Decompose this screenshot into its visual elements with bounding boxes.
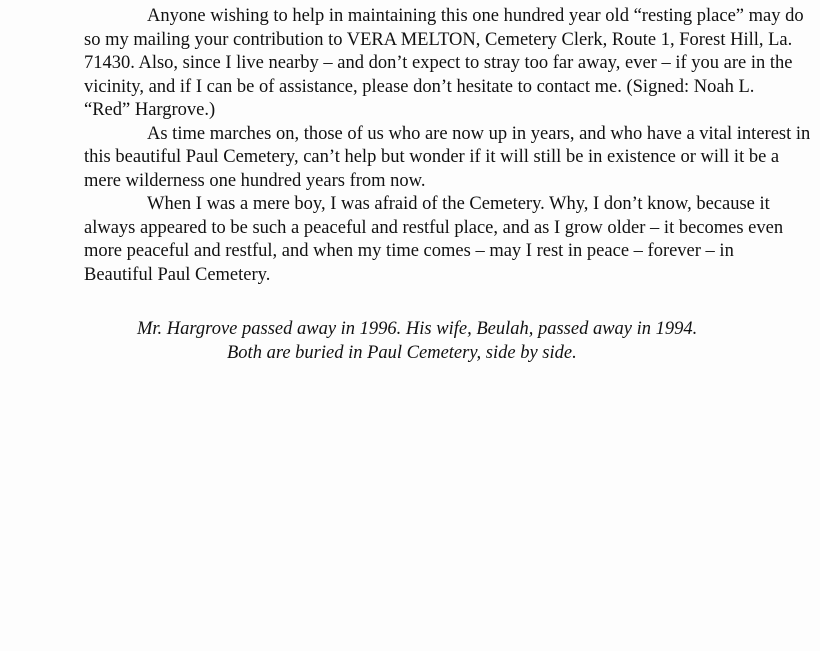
text-line: Anyone wishing to help in maintaining this one hundred year old “resting place” may do [147,6,804,26]
paragraph-time-marches-on [21,123,811,194]
paragraph-mere-boy [21,193,807,287]
text-line: mere wilderness one hundred years from now. [84,170,426,191]
text-line: vicinity, and if I can be of assistance, please don’t hesitate to contact me. (Signed: Noah L. [84,76,755,97]
text-line: As time marches on, those of us who are now up in years, and who have a vital interest in [147,123,811,144]
text-line: more peaceful and restful, and when my time comes – may I rest in peace – forever – in [84,241,734,261]
text-line: so my mailing your contribution to VERA MELTON, Cemetery Clerk, Route 1, Forest Hill, La. [84,29,793,50]
note-line: Both are buried in Paul Cemetery, side by side. [227,343,577,363]
text-line: 71430. Also, since I live nearby – and don’t expect to stray too far away, ever – if you are in the [84,53,793,73]
document-body [21,5,811,287]
paragraph-contribution [21,5,807,123]
note-line: Mr. Hargrove passed away in 1996. His wife, Beulah, passed away in 1994. [137,319,698,339]
text-line: always appeared to be such a peaceful and restful place, and as I grow older – it becomes even [84,217,784,238]
text-line: When I was a mere boy, I was afraid of the Cemetery. Why, I don’t know, because it [147,194,770,214]
text-line: this beautiful Paul Cemetery, can’t help but wonder if it will still be in existence or will it be a [84,147,780,167]
text-line: “Red” Hargrove.) [84,100,216,120]
text-line: Beautiful Paul Cemetery. [84,264,271,285]
